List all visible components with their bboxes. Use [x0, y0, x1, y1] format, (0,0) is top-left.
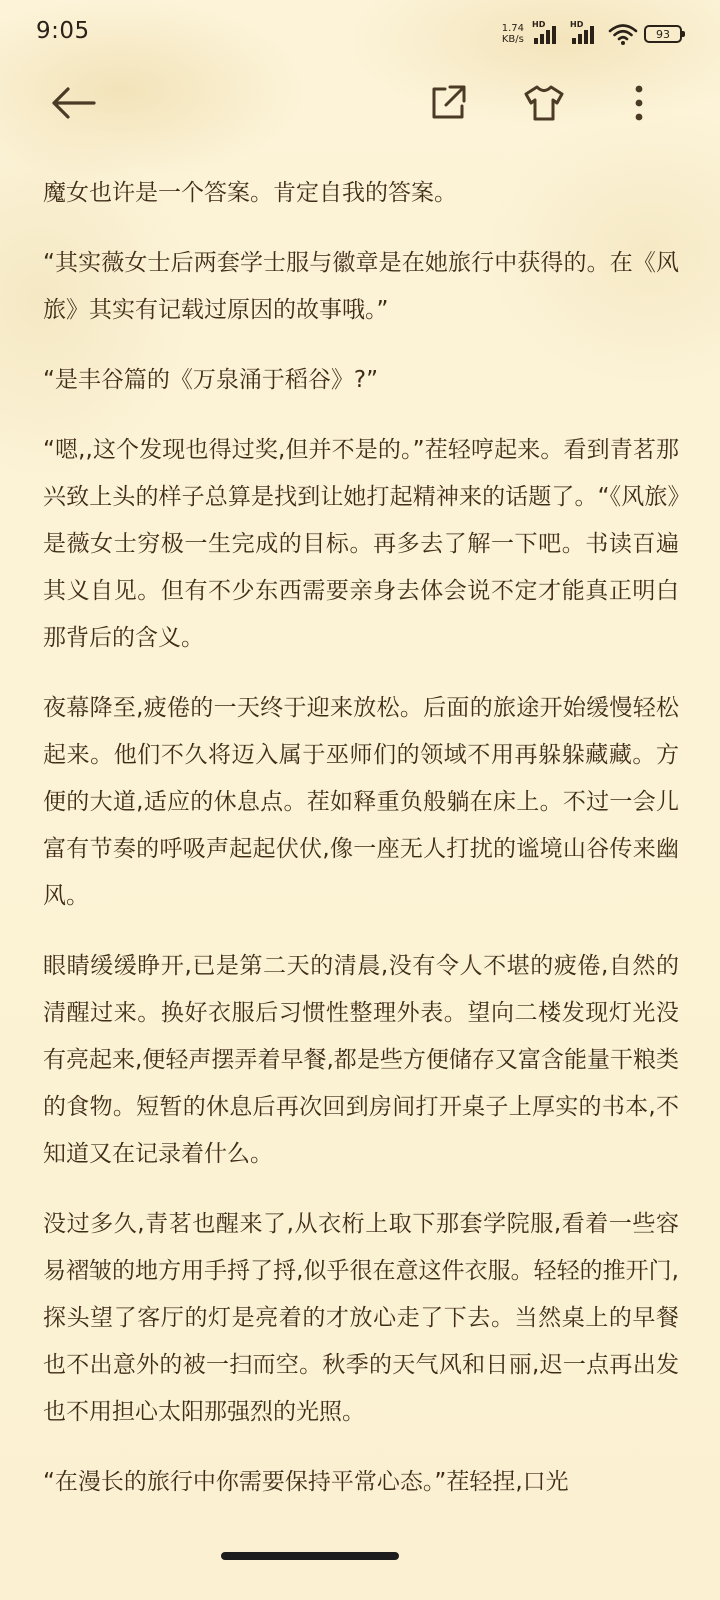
- battery-icon: [644, 25, 682, 43]
- theme-button[interactable]: [519, 78, 569, 128]
- paragraph: 没过多久,青茗也醒来了,从衣桁上取下那套学院服,看着一些容易褶皱的地方用手捋了捋,似乎很在意这件衣服。轻轻的推开门,探头望了客厅的灯是亮着的才放心走了下去。当然桌上的早餐也不出意外的被一扫而空。秋季的天气风和日丽,迟一点再出发也不用担心太阳那强烈的光照。: [43, 1211, 679, 1425]
- battery-level: 93: [656, 27, 670, 41]
- status-time: 9:05: [36, 18, 90, 44]
- status-icons: [502, 20, 682, 48]
- network-speed-value: 1.74: [501, 23, 524, 34]
- cellular-signal-icon: [532, 22, 564, 46]
- hd-label-2: HD: [570, 20, 584, 29]
- paragraph: 魔女也许是一个答案。肯定自我的答案。: [43, 180, 457, 206]
- reader-content[interactable]: [43, 170, 679, 1506]
- status-bar: [0, 0, 720, 66]
- vertical-ellipsis-icon: [634, 83, 644, 123]
- cellular-signal-2-icon: [570, 22, 602, 46]
- share-button[interactable]: [423, 78, 473, 128]
- network-speed-unit: KB/s: [501, 34, 524, 45]
- reader-toolbar: [0, 66, 720, 140]
- network-speed: [502, 23, 524, 45]
- more-button[interactable]: [614, 78, 664, 128]
- t-shirt-icon: [523, 84, 565, 122]
- paragraph: “是丰谷篇的《万泉涌于稻谷》?”: [43, 367, 379, 393]
- arrow-left-icon: [50, 86, 96, 120]
- home-indicator[interactable]: [221, 1552, 399, 1560]
- wifi-icon: [608, 22, 638, 46]
- paragraph: “其实薇女士后两套学士服与徽章是在她旅行中获得的。在《风旅》其实有记载过原因的故事哦。”: [43, 250, 679, 323]
- paragraph: “嗯,,这个发现也得过奖,但并不是的。”茬轻哼起来。看到青茗那兴致上头的样子总算是找到让她打起精神来的话题了。“《风旅》是薇女士穷极一生完成的目标。再多去了解一下吧。书读百遍其义自见。但有不少东西需要亲身去体会说不定才能真正明白那背后的含义。: [43, 437, 679, 651]
- paragraph: “在漫长的旅行中你需要保持平常心态。”茬轻捏,口光: [43, 1469, 569, 1495]
- external-link-icon: [428, 83, 468, 123]
- back-button[interactable]: [48, 78, 98, 128]
- paragraph: 夜幕降至,疲倦的一天终于迎来放松。后面的旅途开始缓慢轻松起来。他们不久将迈入属于巫师们的领域不用再躲躲藏藏。方便的大道,适应的休息点。茬如释重负般躺在床上。不过一会儿富有节奏的呼吸声起起伏伏,像一座无人打扰的谧境山谷传来幽风。: [43, 695, 679, 909]
- hd-label: HD: [532, 20, 546, 29]
- paragraph: 眼睛缓缓睁开,已是第二天的清晨,没有令人不堪的疲倦,自然的清醒过来。换好衣服后习惯性整理外表。望向二楼发现灯光没有亮起来,便轻声摆弄着早餐,都是些方便储存又富含能量干粮类的食物。短暂的休息后再次回到房间打开桌子上厚实的书本,不知道又在记录着什么。: [43, 953, 679, 1167]
